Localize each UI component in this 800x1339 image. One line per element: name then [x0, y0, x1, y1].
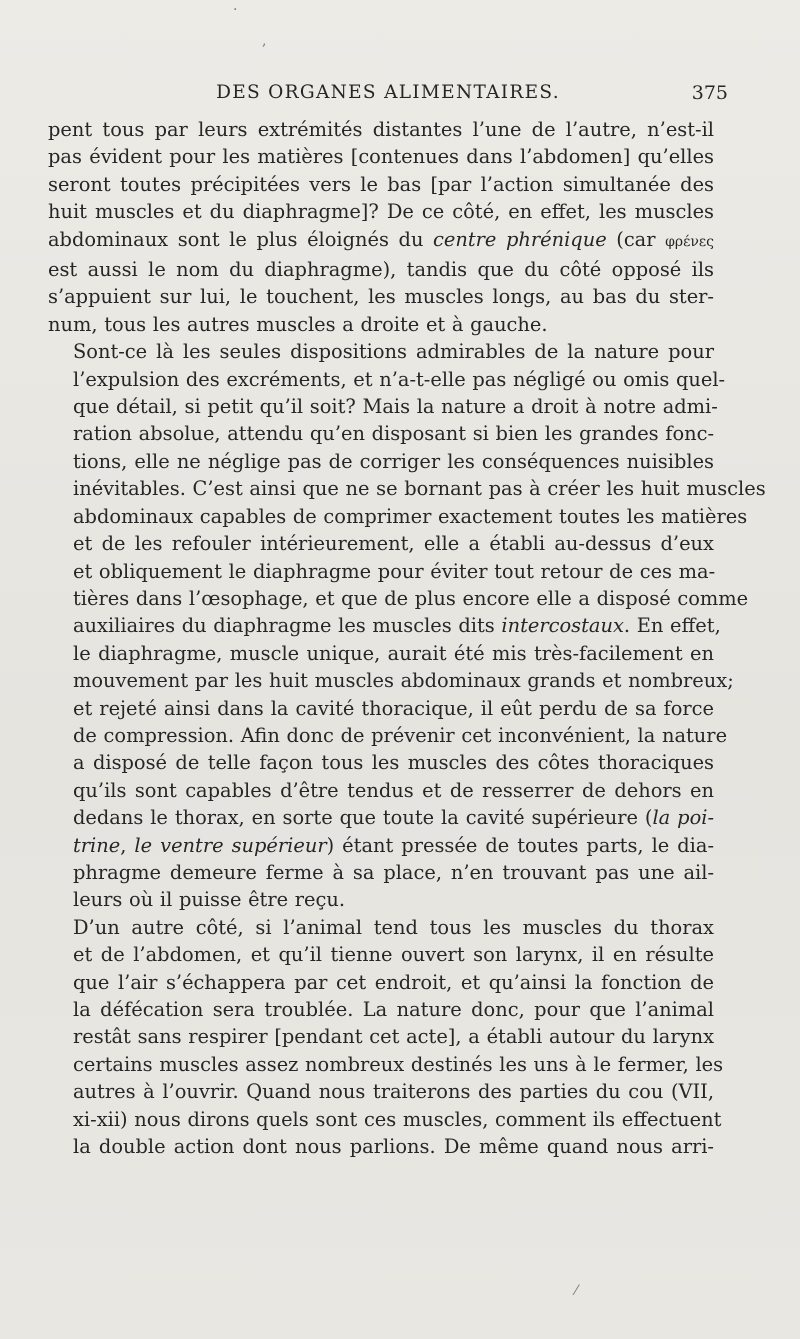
text-line: D’un autre côté, si l’animal tend tous les muscles du thorax	[73, 915, 714, 939]
page-speck: ,	[262, 33, 267, 49]
italic-term: centre phrénique	[433, 227, 607, 251]
text-line: dedans le thorax, en sorte que toute la cavité supérieure (la poi-	[73, 806, 714, 830]
text-line: le diaphragme, muscle unique, aurait été mis très-facilement en	[73, 641, 714, 665]
text-line: que détail, si petit qu’il soit? Mais la nature a droit à notre admi-	[73, 395, 718, 419]
page-speck: ·	[233, 2, 238, 18]
text-line: xi-xii) nous dirons quels sont ces muscles, comment ils effectuent	[73, 1107, 722, 1131]
text-line: leurs où il puisse être reçu.	[73, 888, 346, 912]
text-line: la double action dont nous parlions. De même quand nous arri-	[73, 1135, 714, 1159]
text-line: phragme demeure ferme à sa place, n’en trouvant pas une ail-	[73, 860, 714, 884]
text-line: et de l’abdomen, et qu’il tienne ouvert son larynx, il en résulte	[73, 943, 714, 967]
page-number: 375	[691, 82, 728, 104]
italic-term: la poi-	[652, 806, 714, 830]
text-line: qu’ils sont capables d’être tendus et de resserrer de dehors en	[73, 778, 714, 802]
text-line: abdominaux sont le plus éloignés du centre phrénique (car φρένες	[48, 227, 714, 251]
text-line: auxiliaires du diaphragme les muscles dits intercostaux. En effet,	[73, 614, 721, 638]
text-line: abdominaux capables de comprimer exactement toutes les matières	[73, 504, 748, 528]
text-line: seront toutes précipitées vers le bas [par l’action simultanée des	[48, 172, 714, 196]
text-line: restât sans respirer [pendant cet acte], a établi autour du larynx	[73, 1025, 714, 1049]
text-line: tions, elle ne néglige pas de corriger les conséquences nuisibles	[73, 449, 714, 473]
text-line: Sont-ce là les seules dispositions admirables de la nature pour	[73, 340, 714, 364]
text-line: et de les refouler intérieurement, elle a établi au-dessus d’eux	[73, 532, 714, 556]
text-line: autres à l’ouvrir. Quand nous traiterons des parties du cou (VII,	[73, 1080, 714, 1104]
text-line: pas évident pour les matières [contenues dans l’abdomen] qu’elles	[48, 145, 714, 169]
text-line: s’appuient sur lui, le touchent, les muscles longs, au bas du ster-	[48, 285, 714, 309]
greek-word: φρένες	[665, 233, 714, 250]
running-title: DES ORGANES ALIMENTAIRES.	[216, 82, 560, 103]
text-line: l’expulsion des excréments, et n’a-t-elle pas négligé ou omis quel-	[73, 367, 726, 391]
text-line: mouvement par les huit muscles abdominaux grands et nombreux;	[73, 669, 734, 693]
text-line: la défécation sera troublée. La nature donc, pour que l’animal	[73, 998, 714, 1021]
text-line: pent tous par leurs extrémités distantes l’une de l’autre, n’est-il	[48, 118, 714, 141]
paragraph	[48, 116, 714, 338]
text-line: num, tous les autres muscles a droite et à gauche.	[48, 312, 548, 336]
text-line: a disposé de telle façon tous les muscles des côtes thoraciques	[73, 751, 714, 775]
running-header	[48, 80, 728, 110]
text-line: tières dans l’œsophage, et que de plus encore elle a disposé comme	[73, 586, 749, 610]
page-speck: ⁄	[575, 1283, 578, 1299]
text-line: est aussi le nom du diaphragme), tandis que du côté opposé ils	[48, 258, 714, 282]
paragraph	[48, 914, 724, 1161]
text-line: ration absolue, attendu qu’en disposant si bien les grandes fonc-	[73, 422, 715, 446]
text-line: trine, le ventre supérieur) étant pressée de toutes parts, le dia-	[73, 833, 714, 857]
italic-term: intercostaux	[501, 614, 624, 638]
text-line: et rejeté ainsi dans la cavité thoracique, il eût perdu de sa force	[73, 696, 714, 720]
text-line: de compression. Afin donc de prévenir cet inconvénient, la nature	[73, 723, 728, 747]
paragraph	[48, 338, 766, 914]
text-line: et obliquement le diaphragme pour éviter tout retour de ces ma-	[73, 559, 716, 583]
italic-term: trine	[73, 833, 121, 857]
text-line: huit muscles et du diaphragme]? De ce côté, en effet, les muscles	[48, 200, 714, 224]
text-line: certains muscles assez nombreux destinés les uns à le fermer, les	[73, 1052, 724, 1076]
text-line: inévitables. C’est ainsi que ne se bornant pas à créer les huit muscles	[73, 477, 766, 501]
text-line: que l’air s’échappera par cet endroit, et qu’ainsi la fonction de	[73, 970, 714, 994]
body-text	[48, 116, 766, 1160]
italic-term: le ventre supérieur	[134, 833, 327, 857]
